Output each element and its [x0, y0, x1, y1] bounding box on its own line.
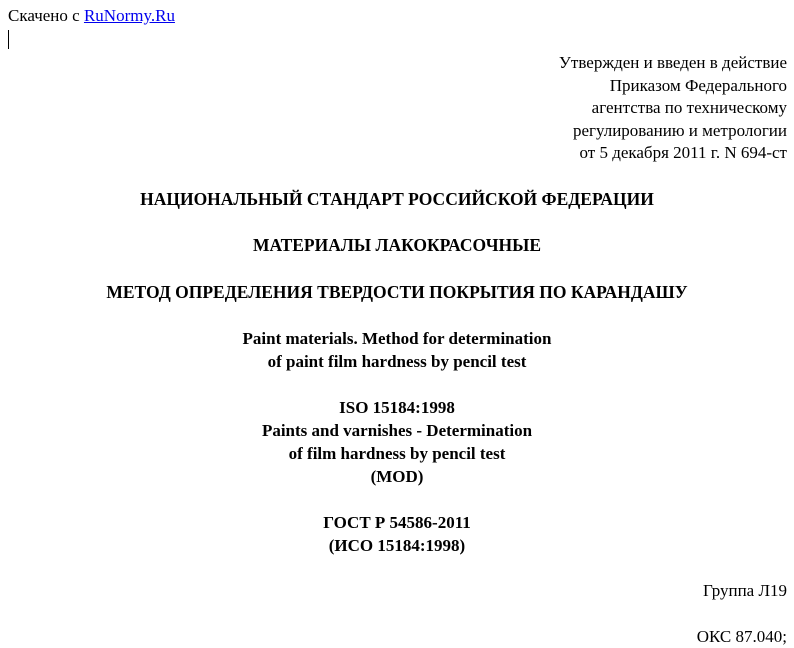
approval-line: Приказом Федерального: [609, 75, 787, 95]
downloaded-prefix: Скачено с: [8, 6, 84, 25]
text-cursor: [8, 30, 9, 49]
gost-iso-ref: (ИСО 15184:1998): [328, 536, 466, 555]
source-link[interactable]: RuNormy.Ru: [83, 6, 175, 25]
iso-title-line: Paints and varnishes - Determination: [261, 421, 533, 440]
national-standard-heading: НАЦИОНАЛЬНЫЙ СТАНДАРТ РОССИЙСКОЙ ФЕДЕРАЦИИ: [140, 189, 654, 209]
iso-mod-label: (MOD): [370, 467, 424, 486]
english-title: [0, 327, 794, 373]
method-heading: МЕТОД ОПРЕДЕЛЕНИЯ ТВЕРДОСТИ ПОКРЫТИЯ ПО КАРАНДАШУ: [106, 282, 688, 302]
iso-reference-block: [0, 396, 794, 488]
approval-block: [559, 52, 787, 165]
english-title-line: of paint film hardness by pencil test: [267, 352, 527, 371]
english-title-line: Paint materials. Method for determination: [242, 329, 552, 348]
approval-line: регулированию и метрологии: [572, 120, 787, 140]
download-source-line: [8, 6, 175, 26]
approval-line: от 5 декабря 2011 г. N 694-ст: [579, 143, 787, 162]
materials-heading: МАТЕРИАЛЫ ЛАКОКРАСОЧНЫЕ: [252, 235, 542, 255]
iso-title-line: of film hardness by pencil test: [288, 444, 506, 463]
gost-code: ГОСТ Р 54586-2011: [323, 513, 471, 532]
gost-designation-block: [0, 511, 794, 557]
group-label: Группа Л19: [702, 581, 787, 600]
iso-code: ISO 15184:1998: [339, 398, 455, 417]
oks-code: ОКС 87.040;: [696, 627, 787, 646]
approval-line: агентства по техническому: [591, 98, 787, 117]
approval-line: Утвержден и введен в действие: [558, 53, 787, 72]
